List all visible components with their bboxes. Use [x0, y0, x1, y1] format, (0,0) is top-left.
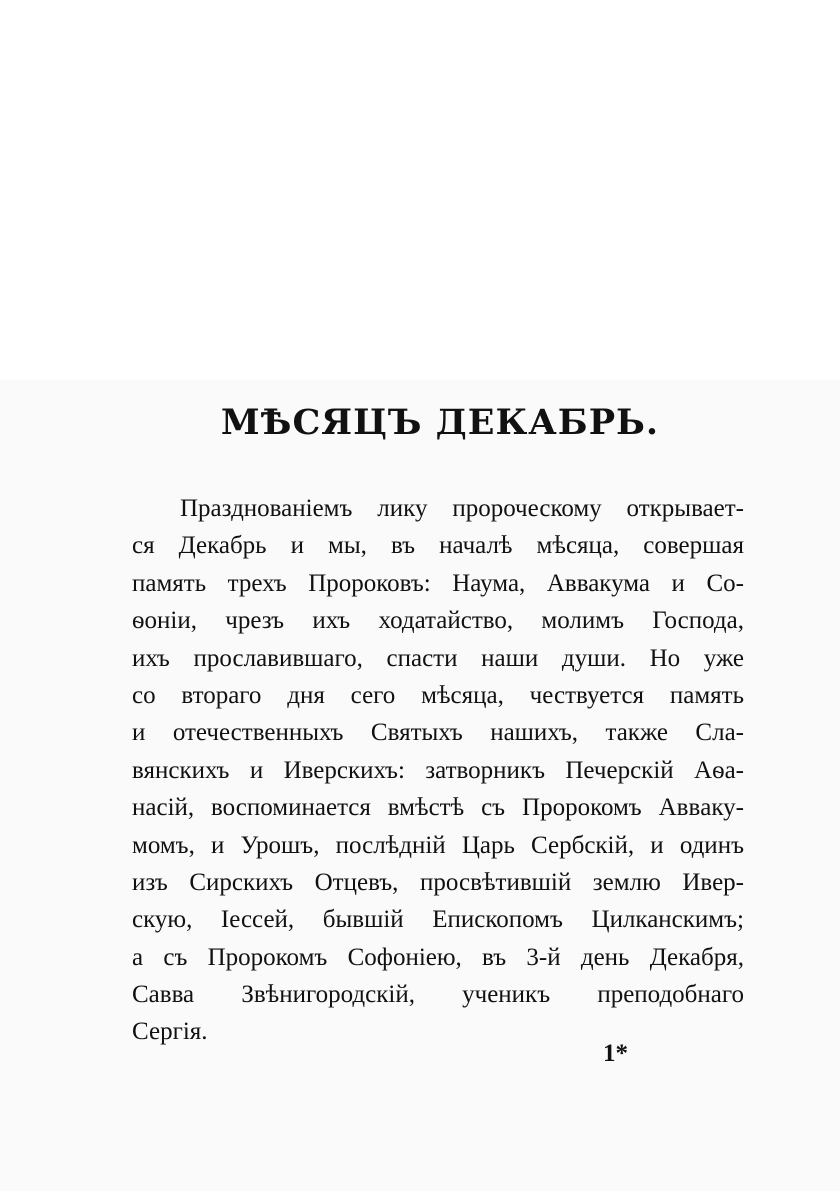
text-line: и отечественныхъ Святыхъ нашихъ, также Сла-: [132, 719, 744, 747]
text-line: Празднованіемъ лику пророческому открывает-: [180, 495, 744, 522]
text-line: ѳоніи, чрезъ ихъ ходатайство, молимъ Господа,: [132, 607, 744, 635]
text-line: ихъ прославившаго, спасти наши души. Но уже: [132, 644, 744, 672]
text-line: со втораго дня сего мѣсяца, чествуется память: [132, 681, 744, 709]
text-line: вянскихъ и Иверскихъ: затворникъ Печерскій Аѳа-: [132, 756, 744, 784]
text-line: Сергія.: [132, 1018, 208, 1046]
text-line: а съ Пророкомъ Софоніею, въ 3-й день Декабря,: [132, 943, 744, 971]
text-line: Савва Звѣнигородскій, ученикъ преподобнаго: [132, 981, 744, 1009]
signature-mark: 1*: [603, 1040, 628, 1067]
text-line: момъ, и Урошъ, послѣдній Царь Сербскій, и одинъ: [132, 831, 744, 859]
text-line: ся Декабрь и мы, въ началѣ мѣсяца, совершая: [132, 532, 744, 560]
text-line: скую, Іессей, бывшій Епископомъ Цилканскимъ;: [132, 906, 744, 934]
text-line: насій, воспоминается вмѣстѣ съ Пророкомъ Аввaку-: [132, 794, 744, 822]
text-line: память трехъ Пророковъ: Наума, Аввакума и Со-: [132, 569, 744, 597]
text-line: изъ Сирскихъ Отцевъ, просвѣтившій землю Ивер-: [132, 868, 744, 896]
body-paragraph: [132, 490, 744, 1051]
chapter-title: МѢСЯЦЪ ДЕКАБРЬ.: [220, 402, 660, 443]
